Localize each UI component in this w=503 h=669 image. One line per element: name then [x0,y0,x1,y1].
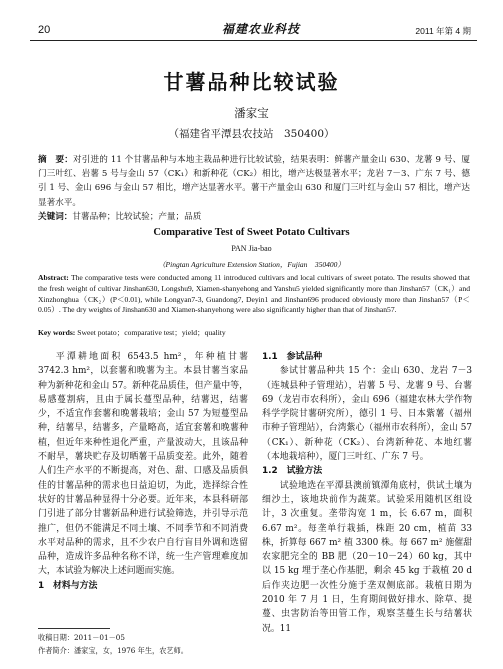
section-1-1-heading: 1.1 参试品种 [262,352,323,362]
received-date: 收稿日期：2011－01－05 [38,633,125,642]
intro-paragraph: 平潭耕地面积 6543.5 hm²，年种植甘薯 3742.3 hm²，以套薯和晚薯为主。本县甘薯当家品种为新种花和金山 57。新种花品质佳，但产量中等，易感蔓割病，且由于属长蔓型品种，结薯迟，结薯少，不适宜作套薯和晚薯栽培；金山 57 为短蔓型品种，结薯早，结薯多，产量略高，适宜套薯和晚薯种植，但近年来种性退化严重，产量波动大，且该品种不耐旱，薯块贮存及切晒薯干品质变差。此外，随着人们生产水平的不断提高，对色、甜、口感及品质俱佳的甘薯品种的需求也日益迫切，为此，选择综合性状好的甘薯品种显得十分必要。近年来，本县科研部门引进了部分甘薯新品种进行试验筛选，并引导示范推广，但仍不能满足不同土壤、不同季节和不同消费水平对品种的需求，且不少农户自行盲目外调和选留品种，造成许多品种名称不详，统一生产管理难度加大，本试验为解决上述问题而实施。 [38,352,248,577]
english-abstract-text: The comparative tests were conducted among 11 introduced cultivars and local cultivars of sweet potato. The results showed that the fresh weight of cultivar Jinshan630, Longshu9, Xiamen-shanyehong and Yanshu5 yielded significantly more than Jinshan57（CK₁）and Xinzhonghua（CK₂）(P＜0.01), while Longyan7-3, Guandong7, Deyin1 and Jinshan696 produced obviously more than Jinshan57（P＜0.05）. The dry weights of Jinshan630 and Xiamen-shanyehong were also significantly higher than that of Jinshan57. [38,273,470,315]
author-affiliation: （福建省平潭县农技站 350400） [168,128,335,140]
english-author: PAN Jia-bao [231,244,272,253]
english-abstract [38,273,470,316]
issue-label: 2011 年第 4 期 [415,26,471,36]
header-rule [30,40,477,41]
section-1-2-heading: 1.2 试验方法 [262,466,323,477]
section-1-heading: 1 材料与方法 [38,580,98,591]
author-name: 潘家宝 [234,106,269,120]
keywords-text: 甘薯品种；比较试验；产量；品质 [72,211,202,222]
english-title: Comparative Test of Sweet Potato Cultivars [153,227,350,238]
abstract-cn [38,153,470,224]
section-1-2-text: 试验地选在平潭县澳前镇潭角底村，供试土壤为细沙土，该地块前作为蔬菜。试验采用随机区组设计，3 次重复。垄带沟宽 1 m，长 6.67 m，面积 6.67 m²。每垄单行栽插，株距 20 cm，植苗 33 株，折算每 667 m² 植 3300 株。每 667 m² 施催甜农家肥完全的 BB 肥（20－10－24）60 kg，其中以 15 kg 埋于垄心作基肥，剩余 45 kg 于栽植 20 d 后作夹边肥一次性分施于垄双侧底部。栽植日期为 2010 年 7 月 1 日，生育期间做好排水、除草、提蔓、虫害防治等田管工作，观察茎蔓生长与结薯状况。11 [262,480,472,634]
journal-name: 福建农业科技 [222,22,301,36]
keywords-label: 关键词： [38,211,73,222]
section-1-1-text: 参试甘薯品种共 15 个：金山 630、龙岩 7－3（连城县种子管理站），岩薯 5 号、龙薯 9 号、台薯 69（龙岩市农科所），金山 696（福建农林大学作物科学学院甘薯研究所），德引 1 号、日本紫薯（福州市种子管理站），台湾紫心（福州市农科所），金山 57（CK₁）、新种花（CK₂）、台湾新种花、本地红薯（本地栽培种），厦门三叶红、广东 7 号。 [262,366,472,463]
footnote-rule [38,628,110,629]
english-abstract-label: Abstract: [38,273,69,282]
abstract-label: 摘 要： [38,155,73,165]
english-keywords [38,327,470,338]
paper-title: 甘薯品种比较试验 [163,70,340,94]
page-header [0,0,503,44]
page-number: 20 [38,24,51,36]
body-left-column [38,350,248,593]
english-keywords-label: Key words: [38,328,76,337]
english-affiliation: （Pingtan Agriculture Extension Station，Fujian 350400） [158,260,345,269]
english-keywords-text: Sweet potato；comparative test；yield；quality [77,328,226,337]
abstract-text: 对引进的 11 个甘薯品种与本地主栽品种进行比较试验，结果表明：鲜薯产量金山 630、龙薯 9 号、厦门三叶红、岩薯 5 号与金山 57（CK₁）和新种花（CK₂）相比，增产达极显著水平；龙岩 7－3、广东 7 号、德引 1 号、金山 696 与金山 57 相比，增产达显著水平。薯干产量金山 630 和厦门三叶红与金山 57 相比，增产达显著水平。 [38,155,470,208]
author-info: 作者简介：潘家宝，女，1976 年生，农艺师。 [38,646,188,655]
body-right-column [262,350,472,636]
